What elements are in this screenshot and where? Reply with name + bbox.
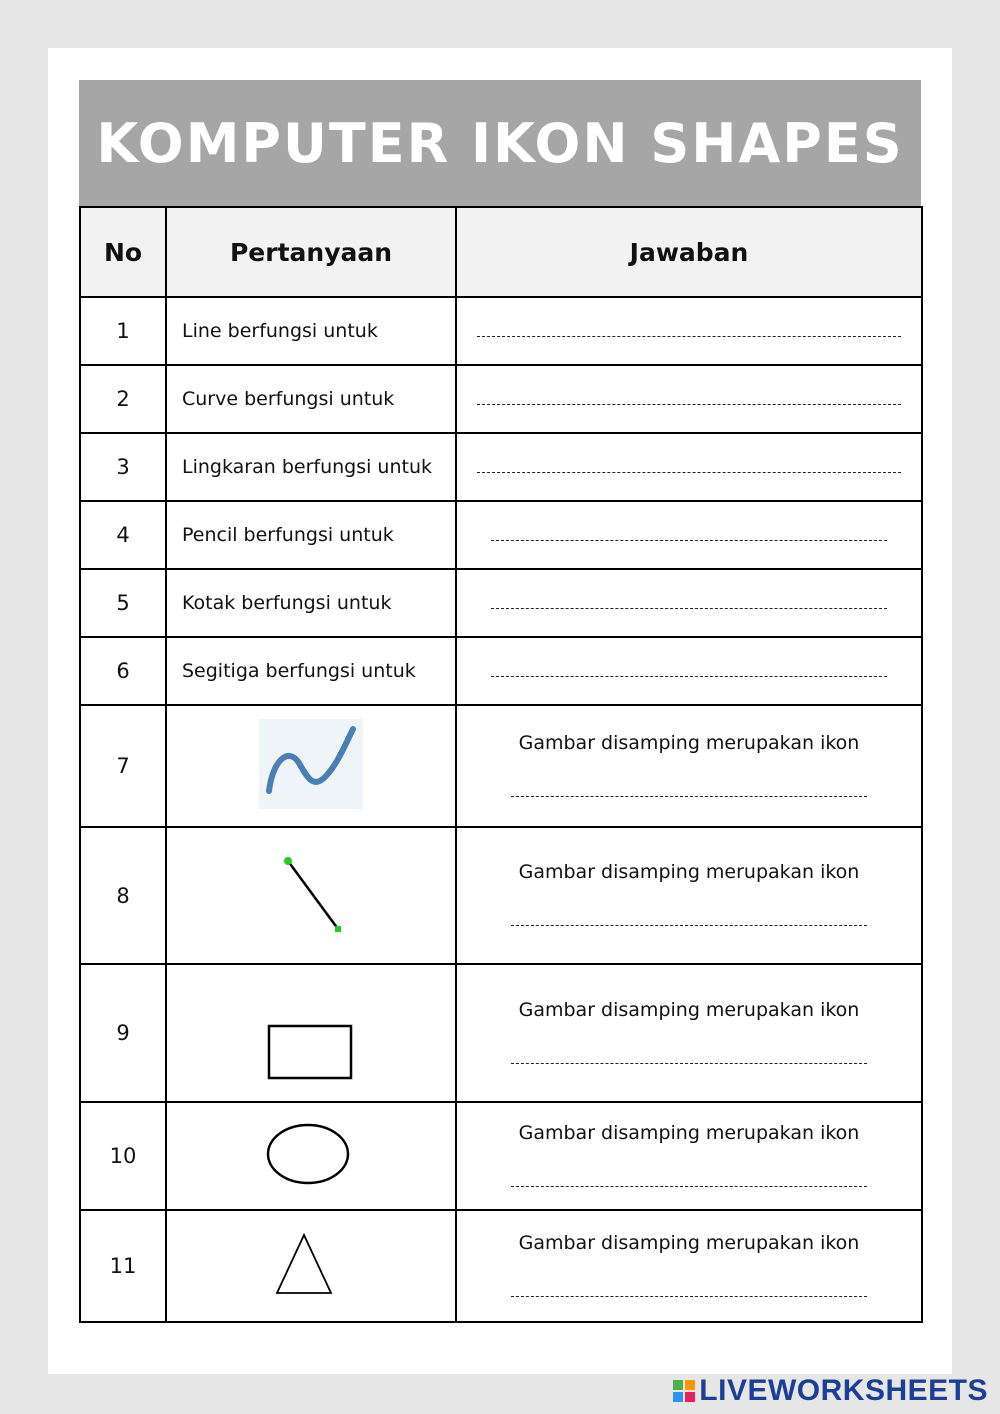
answer-prompt: Gambar disamping merupakan ikon: [518, 731, 860, 754]
logo-text: LIVEWORKSHEETS: [699, 1374, 988, 1407]
row-number: 9: [80, 964, 166, 1102]
row-number: 7: [80, 705, 166, 827]
page-title: KOMPUTER IKON SHAPES: [96, 111, 904, 175]
row-number: 1: [80, 297, 166, 365]
triangle-icon: [276, 1229, 346, 1299]
title-banner: [79, 80, 921, 206]
curve-icon: [259, 719, 363, 809]
question-text: Segitiga berfungsi untuk: [166, 637, 456, 705]
worksheet-table: [79, 206, 923, 1323]
icon-cell: [166, 1210, 456, 1322]
answer-blank[interactable]: [511, 1296, 867, 1297]
table-row: [80, 297, 922, 365]
table-row: [80, 827, 922, 964]
answer-blank[interactable]: [511, 1063, 867, 1064]
answer-blank[interactable]: [511, 1186, 867, 1187]
question-text: Line berfungsi untuk: [166, 297, 456, 365]
table-row: [80, 501, 922, 569]
icon-cell: [166, 827, 456, 964]
row-number: 5: [80, 569, 166, 637]
table-row: [80, 365, 922, 433]
answer-field[interactable]: [456, 297, 922, 365]
header-no: No: [80, 207, 166, 297]
answer-field[interactable]: [456, 637, 922, 705]
icon-cell: [166, 705, 456, 827]
row-number: 11: [80, 1210, 166, 1322]
question-text: Lingkaran berfungsi untuk: [166, 433, 456, 501]
table-row: [80, 964, 922, 1102]
question-text: Pencil berfungsi untuk: [166, 501, 456, 569]
header-answer: Jawaban: [456, 207, 922, 297]
question-text: Curve berfungsi untuk: [166, 365, 456, 433]
line-icon: [276, 849, 346, 939]
answer-prompt: Gambar disamping merupakan ikon: [518, 1121, 860, 1144]
liveworksheets-logo: [673, 1374, 988, 1408]
table-row: [80, 705, 922, 827]
table-header-row: [80, 207, 922, 297]
answer-prompt: Gambar disamping merupakan ikon: [518, 861, 860, 883]
question-text: Kotak berfungsi untuk: [166, 569, 456, 637]
header-question: Pertanyaan: [166, 207, 456, 297]
table-row: [80, 433, 922, 501]
icon-cell: [166, 1102, 456, 1210]
table-row: [80, 637, 922, 705]
icon-cell: [166, 964, 456, 1102]
answer-blank[interactable]: [511, 796, 867, 797]
rectangle-icon: [263, 976, 359, 1086]
answer-cell[interactable]: [456, 1102, 922, 1210]
row-number: 4: [80, 501, 166, 569]
row-number: 10: [80, 1102, 166, 1210]
answer-prompt: Gambar disamping merupakan ikon: [518, 1231, 860, 1254]
answer-cell[interactable]: [456, 705, 922, 827]
logo-grid-icon: [673, 1380, 695, 1402]
row-number: 8: [80, 827, 166, 964]
answer-blank[interactable]: [511, 925, 867, 926]
ellipse-icon: [266, 1119, 356, 1189]
table-row: [80, 569, 922, 637]
answer-cell[interactable]: [456, 1210, 922, 1322]
answer-field[interactable]: [456, 433, 922, 501]
answer-field[interactable]: [456, 569, 922, 637]
table-row: [80, 1102, 922, 1210]
answer-field[interactable]: [456, 365, 922, 433]
row-number: 6: [80, 637, 166, 705]
table-row: [80, 1210, 922, 1322]
answer-cell[interactable]: [456, 827, 922, 964]
row-number: 3: [80, 433, 166, 501]
answer-field[interactable]: [456, 501, 922, 569]
answer-cell[interactable]: [456, 964, 922, 1102]
row-number: 2: [80, 365, 166, 433]
answer-prompt: Gambar disamping merupakan ikon: [518, 998, 860, 1021]
